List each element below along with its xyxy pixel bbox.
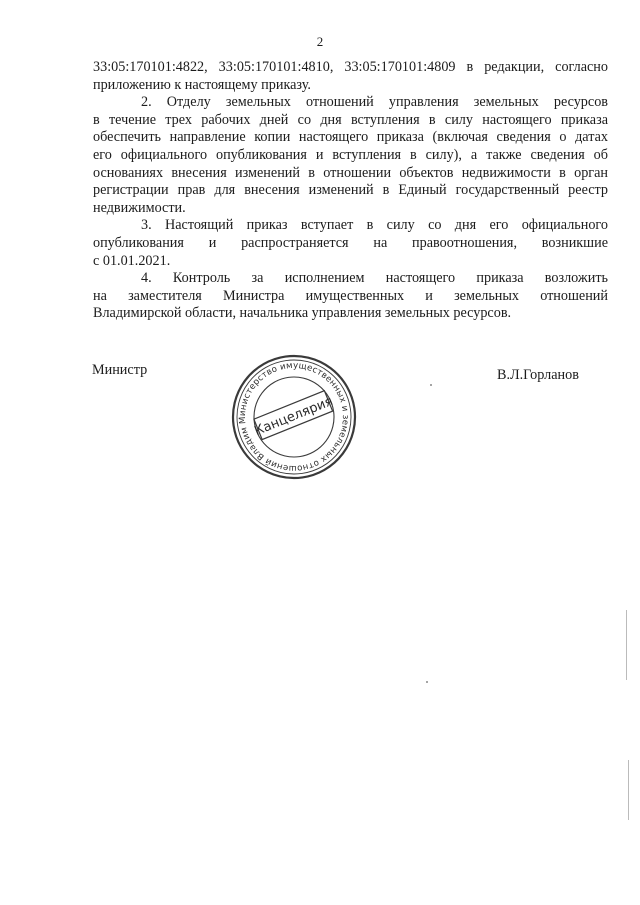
text-line: Владимирской области, начальника управления земельных ресурсов. bbox=[93, 305, 512, 322]
text-line: с 01.01.2021. bbox=[93, 252, 171, 269]
scan-speck bbox=[430, 384, 432, 386]
paragraph-item-3 bbox=[93, 217, 608, 270]
paragraph-item-4 bbox=[93, 270, 608, 323]
text-line: основаниях внесения изменений в отношении объектов недвижимости в орган bbox=[93, 164, 608, 181]
text-line: приложению к настоящему приказу. bbox=[93, 76, 311, 93]
signatory-title: Министр bbox=[92, 362, 148, 378]
document-body bbox=[93, 59, 608, 323]
paragraph-item-2 bbox=[93, 94, 608, 217]
scan-edge-mark bbox=[626, 610, 627, 680]
text-line: на заместителя Министра имущественных и земельных отношений bbox=[93, 287, 608, 304]
text-line: недвижимости. bbox=[93, 199, 186, 216]
text-line: 4. Контроль за исполнением настоящего приказа возложить bbox=[141, 270, 608, 287]
page-number: 2 bbox=[316, 34, 324, 49]
office-stamp bbox=[229, 352, 359, 482]
text-line: 33:05:170101:4822, 33:05:170101:4810, 33:05:170101:4809 в редакции, согласно bbox=[93, 59, 608, 75]
text-line: обеспечить направление копии настоящего приказа (включая сведения о датах bbox=[93, 129, 608, 146]
stamp-center-text: Канцелярия bbox=[252, 393, 336, 440]
paragraph-continuation bbox=[93, 59, 608, 94]
scan-speck bbox=[426, 681, 428, 683]
text-line: в течение трех рабочих дней со дня вступления в силу настоящего приказа bbox=[93, 111, 608, 128]
text-line: его официального опубликования и вступления в силу), а также сведения об bbox=[93, 146, 608, 163]
stamp-ring-text: Министерство имущественных и земельных отношений Владимирской bbox=[237, 360, 351, 474]
text-line: 2. Отделу земельных отношений управления земельных ресурсов bbox=[141, 94, 608, 111]
text-line: опубликования и распространяется на правоотношения, возникшие bbox=[93, 234, 608, 251]
text-line: регистрации прав для внесения изменений в Единый государственный реестр bbox=[93, 182, 608, 199]
text-line: 3. Настоящий приказ вступает в силу со дня его официального bbox=[141, 217, 608, 234]
signatory-name: В.Л.Горланов bbox=[497, 367, 579, 383]
scan-edge-mark bbox=[628, 760, 629, 820]
